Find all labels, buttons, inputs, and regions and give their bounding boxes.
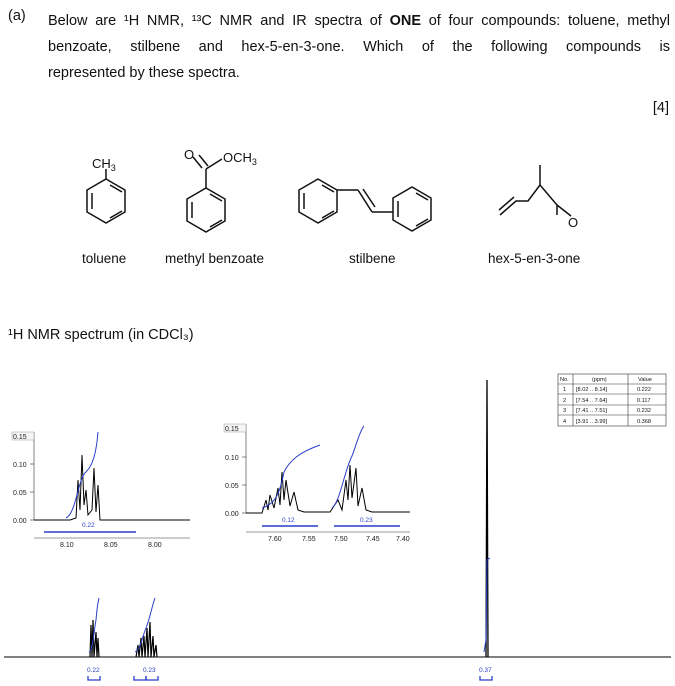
hexenone-o-label: O [568, 215, 579, 230]
stilbene-name: stilbene [349, 251, 396, 266]
question-line-2: benzoate, stilbene and hex-5-en-3-one. Which of the following compounds is [48, 39, 670, 55]
inset1-integral: 0.22 [82, 522, 95, 529]
toluene-name: toluene [82, 251, 127, 266]
methyl-benzoate-name: methyl benzoate [165, 251, 265, 266]
inset1-xtick-805: 8.05 [104, 542, 118, 549]
question-line-1 [48, 8, 670, 34]
table-row-4-ppm: [3.91 .. 3.99] [576, 419, 608, 425]
question-label: (a) [8, 8, 26, 24]
inset1-ytick-015: 0.15 [13, 434, 27, 441]
inset-1 [12, 432, 190, 549]
main-spectrum [4, 380, 671, 680]
benzoate-o-label: O [184, 147, 195, 162]
table-row-2-ppm: [7.54 .. 7.64] [576, 398, 608, 404]
question-text [48, 8, 670, 86]
marks-label: [4] [652, 100, 669, 116]
inset2-integral-2: 0.23 [360, 517, 373, 524]
benzoate-och3-label: $OCH_3$ [223, 150, 257, 167]
table-row-4-value: 0.368 [637, 419, 651, 425]
table-header-value: Value [638, 377, 652, 383]
spectrum-title: ¹H NMR spectrum (in CDCl₃) [8, 327, 194, 343]
inset2-ytick-010: 0.10 [225, 455, 239, 462]
inset2-xtick-740: 7.40 [396, 536, 410, 543]
table-row-1-no: 1 [563, 387, 567, 393]
hexenone-name: hex-5-en-3-one [488, 251, 581, 266]
table-row-3-no: 3 [563, 408, 567, 414]
inset2-ytick-000: 0.00 [225, 511, 239, 518]
table-row-2-no: 2 [563, 398, 567, 404]
inset2-xtick-755: 7.55 [302, 536, 316, 543]
question-line-1-a: Below are ¹H NMR, ¹³C NMR and IR spectra of [48, 13, 390, 29]
main-integral-2: 0.23 [143, 667, 156, 674]
table-header-no: No. [560, 377, 569, 383]
inset-2 [224, 424, 410, 543]
inset2-xtick-750: 7.50 [334, 536, 348, 543]
table-header-ppm: (ppm) [592, 377, 607, 383]
toluene-ch3-label: $CH_3$ [92, 156, 116, 173]
question-line-1-b: of four compounds: toluene, methyl [420, 13, 670, 29]
inset2-xtick-745: 7.45 [366, 536, 380, 543]
inset1-ytick-005: 0.05 [13, 490, 27, 497]
inset2-ytick-005: 0.05 [225, 483, 239, 490]
main-integral-3: 0.37 [479, 667, 492, 674]
table-row-1-ppm: [8.02 .. 8.14] [576, 387, 608, 393]
table-row-4-no: 4 [563, 419, 567, 425]
inset1-ytick-010: 0.10 [13, 462, 27, 469]
table-row-3-value: 0.232 [637, 408, 651, 414]
question-line-3: represented by these spectra. [48, 65, 240, 81]
inset1-xtick-810: 8.10 [60, 542, 74, 549]
toluene-structure [87, 169, 125, 223]
main-integral-1: 0.22 [87, 667, 100, 674]
stilbene-structure [299, 179, 431, 231]
inset2-ytick-015: 0.15 [225, 426, 239, 433]
table-row-2-value: 0.117 [637, 398, 651, 404]
inset1-xtick-800: 8.00 [148, 542, 162, 549]
hexenone-structure [499, 165, 571, 216]
nmr-spectrum [0, 360, 675, 686]
inset1-ytick-000: 0.00 [13, 518, 27, 525]
methyl-benzoate-structure [187, 155, 225, 232]
table-row-1-value: 0.222 [637, 387, 651, 393]
table-row-3-ppm: [7.41 .. 7.51] [576, 408, 608, 414]
inset2-xtick-760: 7.60 [268, 536, 282, 543]
question-emphasis: ONE [389, 13, 421, 29]
inset2-integral-1: 0.12 [282, 517, 295, 524]
